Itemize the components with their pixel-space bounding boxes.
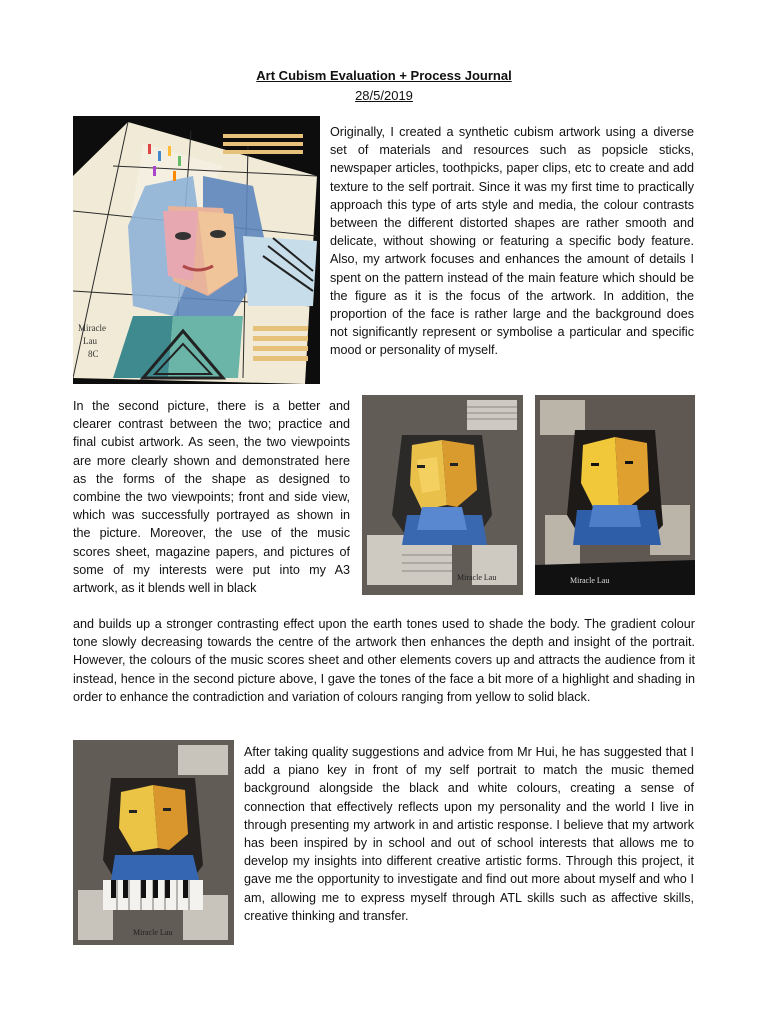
artwork-signature: Miracle Lau	[133, 928, 173, 937]
document-title: Art Cubism Evaluation + Process Journal	[256, 68, 512, 83]
svg-text:8C: 8C	[88, 349, 99, 359]
paragraph-second-picture-part1: In the second picture, there is a better and clearer contrast between the two; practice and final cubist artwork. As seen, the two viewpoints are more clearly shown and demonstrated here as the forms of the shape as designed to combine the two viewpoints; front and side view, which was successfully portrayed as shown in the picture. Moreover, the use of the music scores sheet, magazine papers, and pictures of some of my interests were put into my A3 artwork, as it blends well in black	[73, 399, 350, 596]
document-date: 28/5/2019	[355, 88, 413, 103]
paragraph-synthetic-cubism: Originally, I created a synthetic cubism artwork using a diverse set of materials and resources such as popsicle sticks, newspaper articles, toothpicks, paper clips, etc to create and add texture to the self portrait. Since it was my first time to practically approach this type of arts style and media, the colour contrasts between the different distorted shapes are rather smooth and delicate, without showing or featuring a specific body feature. Also, my artwork focuses and enhances the amount of details I spent on the pattern instead of the main feature which should be the figure as it is the focus of the artwork. In addition, the proportion of the face is rather large and the background does not significantly represent or symbolise a particular and specific mood or personality of myself.	[330, 125, 694, 358]
music-portrait-practice-image	[362, 395, 523, 595]
artwork-signature: Miracle Lau	[457, 573, 497, 582]
synthetic-cubism-artwork-image	[73, 116, 320, 384]
paragraph-second-picture-part2: and builds up a stronger contrasting effect upon the earth tones used to shade the body. The gradient colour tone slowly decreasing towards the centre of the artwork then enhances the depth and insight of the portrait. However, the colours of the music scores sheet and other elements covers up and attracts the audience from it instead, hence in the second picture above, I gave the tones of the face a bit more of a highlight and shading in order to enhance the contradiction and variation of colours ranging from yellow to solid black.	[73, 617, 695, 704]
paragraph-mr-hui-feedback: After taking quality suggestions and advice from Mr Hui, he has suggested that I add a piano key in front of my self portrait to match the music themed background alongside the black and white colours, creating a sense of connection that effectively reflects upon my personality and the world I live in through presenting my artwork in and artistic response. I believe that my artwork has been inspired by in school and out of school interests that allows me to develop my insights into different creative artistic forms. Through this project, it gave me the opportunity to investigate and find out more about myself and who I am, allowing me to express myself through ATL skills such as affective skills, creative thinking and transfer.	[244, 745, 694, 923]
artwork-signature: Miracle Lau	[570, 576, 610, 585]
svg-text:Lau: Lau	[83, 336, 97, 346]
music-portrait-final-image	[535, 395, 695, 595]
music-portrait-piano-image	[73, 740, 234, 945]
artwork-signature: Miracle	[78, 323, 106, 333]
